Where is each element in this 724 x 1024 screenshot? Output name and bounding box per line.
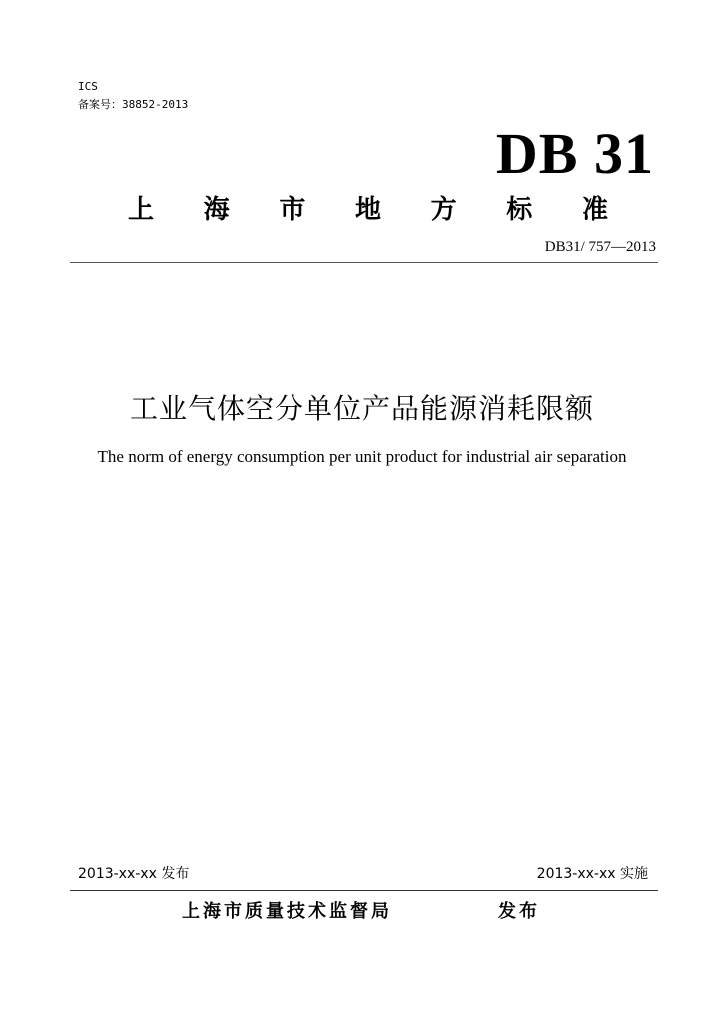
title-english: The norm of energy consumption per unit product for industrial air separation: [97, 447, 627, 466]
standard-type: [128, 194, 608, 226]
standard-number: DB31/ 757—2013: [544, 239, 656, 255]
record-number: 备案号：38852-2013: [78, 98, 189, 111]
standard-mark: DB 31: [495, 121, 654, 186]
ics-label: ICS: [78, 80, 98, 93]
standard-type-char: 方: [430, 195, 457, 225]
implement-date: 2013-xx-xx 实施: [536, 866, 648, 882]
issuer: 上海市质量技术监督局: [182, 901, 392, 922]
title-chinese: 工业气体空分单位产品能源消耗限额: [129, 392, 594, 425]
standard-type-char: 上: [128, 195, 155, 225]
bottom-divider: [70, 890, 658, 891]
standard-type-char: 准: [581, 195, 608, 225]
standard-type-char: 市: [279, 195, 306, 225]
standard-type-char: 标: [506, 195, 533, 225]
issue-label: 发布: [498, 901, 540, 922]
top-divider: [70, 262, 658, 263]
standard-type-char: 地: [354, 195, 381, 225]
publish-date: 2013-xx-xx 发布: [78, 866, 190, 882]
standard-type-char: 海: [203, 195, 230, 225]
